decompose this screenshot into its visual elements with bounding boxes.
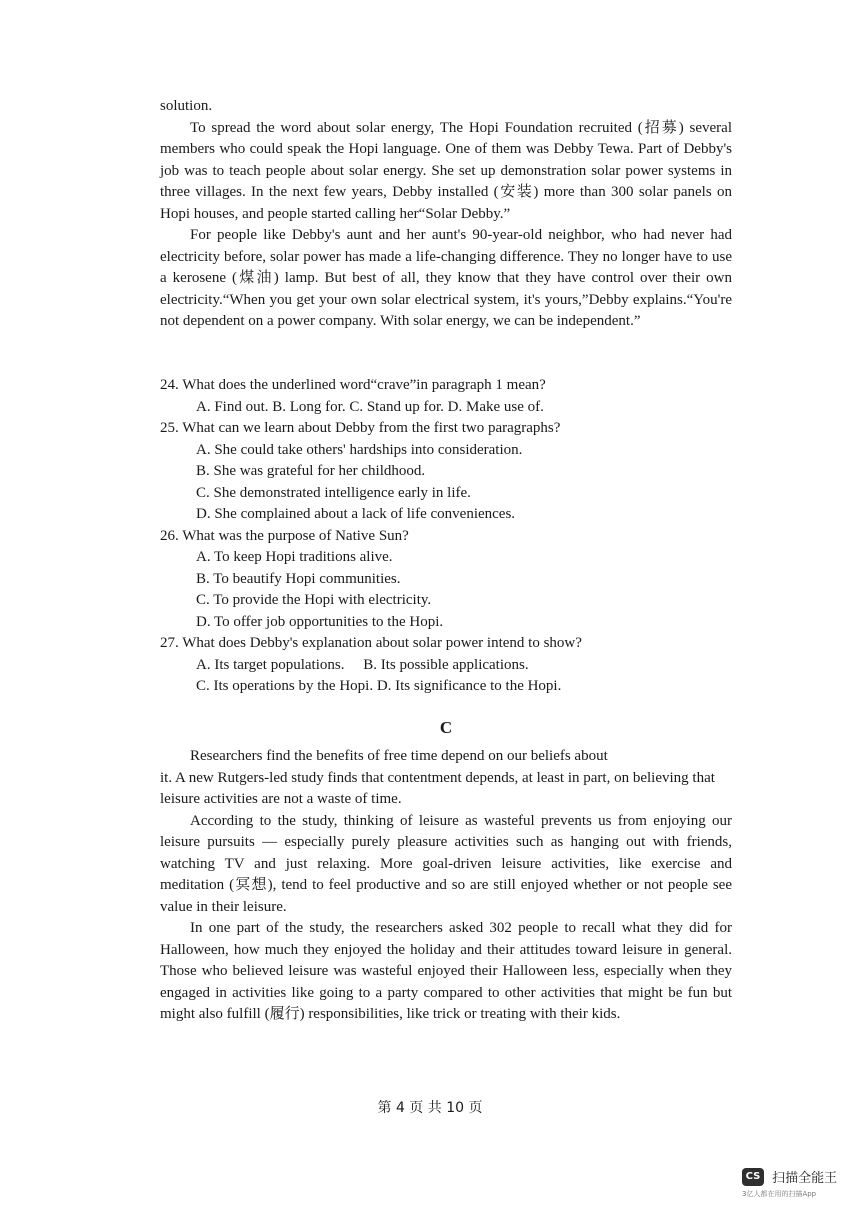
passage-b-continuation [160, 96, 732, 333]
passage-c [160, 746, 732, 1026]
answer-option: A. She could take others' hardships into consideration. [196, 441, 523, 458]
answer-option: C. Its operations by the Hopi. D. Its significance to the Hopi. [196, 678, 562, 694]
scanner-tagline: 3亿人都在用的扫描App [742, 1190, 817, 1198]
passage-fragment: solution. [160, 98, 213, 114]
question-stem: 25. What can we learn about Debby from the first two paragraphs? [160, 420, 561, 436]
answer-option: C. To provide the Hopi with electricity. [196, 592, 432, 608]
answer-option: A. To keep Hopi traditions alive. [196, 549, 393, 565]
question-stem: 24. What does the underlined word“crave”in paragraph 1 mean? [160, 377, 546, 393]
passage-c-paragraph-2: According to the study, thinking of leisure as wasteful prevents us from enjoying our leisure pursuits — especially purely pleasure activities such as hanging out with friends, watching TV and just relaxing. More goal-driven leisure activities, like exercise and meditation (冥想), tend to feel productive and so are still enjoyed whether or not people see value in their leisure. [160, 812, 732, 915]
answer-option: B. To beautify Hopi communities. [196, 570, 401, 587]
scanner-app-name: 扫描全能王 [772, 1171, 838, 1186]
page-number: 第 4 页 共 10 页 [377, 1100, 483, 1116]
section-heading: C [439, 718, 453, 737]
answer-option: C. She demonstrated intelligence early in life. [196, 484, 471, 501]
scanner-watermark [742, 1166, 852, 1210]
passage-c-paragraph-3: In one part of the study, the researchers asked 302 people to recall what they did for Halloween, how much they enjoyed the holiday and their attitudes toward leisure in general. Those who believed leisure was wasteful enjoyed their Halloween less, especially when they engaged in activities like going to a party compared to other activities that might be fun but might also fulfill (履行) responsibilities, like trick or treating with their kids. [160, 920, 732, 1022]
passage-paragraph-recruitment: To spread the word about solar energy, The Hopi Foundation recruited (招募) several members who could speak the Hopi language. One of them was Debby Tewa. Part of Debby's job was to teach people about solar energy. She set up demonstration solar power systems in three villages. In the next few years, Debby installed (安装) more than 300 solar panels on Hopi houses, and people started calling her“Solar Debby.” [160, 119, 732, 222]
question-stem: 26. What was the purpose of Native Sun? [160, 527, 409, 544]
answer-option: B. She was grateful for her childhood. [196, 463, 426, 479]
question-stem: 27. What does Debby's explanation about solar power intend to show? [160, 635, 582, 651]
passage-c-line-1: Researchers find the benefits of free time depend on our beliefs about [190, 748, 608, 764]
passage-paragraph-impact: For people like Debby's aunt and her aunt's 90-year-old neighbor, who had never had electricity before, solar power has made a life-changing difference. They no longer have to use a kerosene (煤油) lamp. But best of all, they know that they have control over their own electricity.“When you get your own solar electrical system, it's yours,”Debby explains.“You're not dependent on a power company. With solar energy, we can be independent.” [160, 227, 732, 329]
answer-option: D. She complained about a lack of life conveniences. [196, 506, 516, 522]
answer-option: A. Its target populations. B. Its possible applications. [196, 656, 529, 673]
answer-option: A. Find out. B. Long for. C. Stand up for. D. Make use of. [196, 398, 544, 415]
answer-option: D. To offer job opportunities to the Hopi. [196, 613, 444, 630]
passage-c-paragraph-1: it. A new Rutgers-led study finds that contentment depends, at least in part, on believing that leisure activities are not a waste of time. [160, 769, 715, 807]
scanner-logo-icon: CS [742, 1168, 764, 1186]
question-list [160, 375, 732, 698]
